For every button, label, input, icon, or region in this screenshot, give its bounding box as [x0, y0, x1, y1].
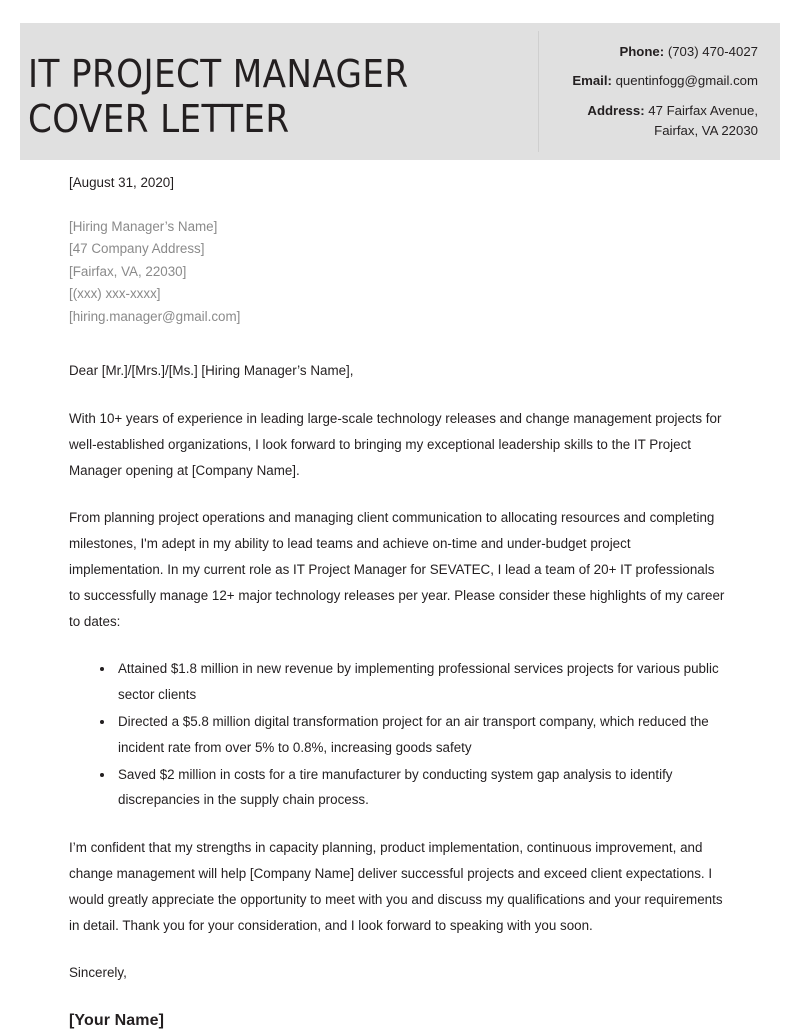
letterhead-band [20, 23, 780, 160]
contact-phone-label: Phone: [619, 43, 665, 59]
letter-body [69, 170, 727, 1034]
letter-date: [August 31, 2020] [69, 175, 174, 190]
contact-address-value: 47 Fairfax Avenue, [648, 102, 758, 118]
salutation: Dear [Mr.]/[Mrs.]/[Ms.] [Hiring Manager’s Name], [69, 363, 354, 379]
contact-info-block [539, 23, 780, 160]
body-paragraph-1: With 10+ years of experience in leading large-scale technology releases and change management projects for well-established organizations, I look forward to bringing my exceptional leadership skills to the IT Project Manager opening at [Company Name]. [69, 411, 722, 478]
list-item: Saved $2 million in costs for a tire manufacturer by conducting system gap analysis to identify discrepancies in the supply chain process. [100, 762, 727, 814]
contact-email-row [553, 71, 758, 91]
recipient-line: [47 Company Address] [69, 241, 205, 257]
contact-address-row [553, 101, 758, 142]
list-item: Directed a $5.8 million digital transformation project for an air transport company, which reduced the incident rate from over 5% to 0.8%, increasing goods safety [100, 709, 727, 761]
contact-email-value: quentinfogg@gmail.com [615, 73, 758, 89]
letterhead-title-block [20, 23, 538, 160]
body-paragraph-3: I’m confident that my strengths in capacity planning, product implementation, continuous improvement, and change management will help [Company Name] deliver successful projects and exceed client expectations. I would greatly appreciate the opportunity to meet with you and discuss my qualifications and your requirements in detail. Thank you for your consideration, and I look forward to speaking with you soon. [69, 840, 723, 933]
recipient-line: [Hiring Manager’s Name] [69, 218, 218, 234]
document-title-line-1: IT PROJECT MANAGER [28, 52, 409, 97]
contact-phone-value: (703) 470-4027 [667, 43, 758, 59]
document-title-line-2: COVER LETTER [28, 96, 290, 141]
signature-name: [Your Name] [69, 1012, 165, 1030]
contact-address-label: Address: [587, 102, 645, 118]
recipient-line: [(xxx) xxx-xxxx] [69, 286, 161, 302]
recipient-line: [hiring.manager@gmail.com] [69, 308, 241, 324]
closing-salutation: Sincerely, [69, 965, 127, 981]
recipient-address-block [69, 216, 727, 329]
contact-address-value-line2: Fairfax, VA 22030 [654, 122, 758, 138]
contact-email-label: Email: [572, 73, 612, 89]
contact-phone-row [553, 42, 758, 62]
recipient-line: [Fairfax, VA, 22030] [69, 263, 187, 279]
list-item: Attained $1.8 million in new revenue by implementing professional services projects for various public sector clients [100, 656, 727, 708]
body-paragraph-2: From planning project operations and managing client communication to allocating resources and completing milestones, I'm adept in my ability to lead teams and achieve on-time and under-budget project implementation. In my current role as IT Project Manager for SEVATEC, I lead a team of 20+ IT professionals to successfully manage 12+ major technology releases per year. Please consider these highlights of my career to dates: [69, 510, 725, 629]
career-highlights-list [69, 656, 727, 813]
